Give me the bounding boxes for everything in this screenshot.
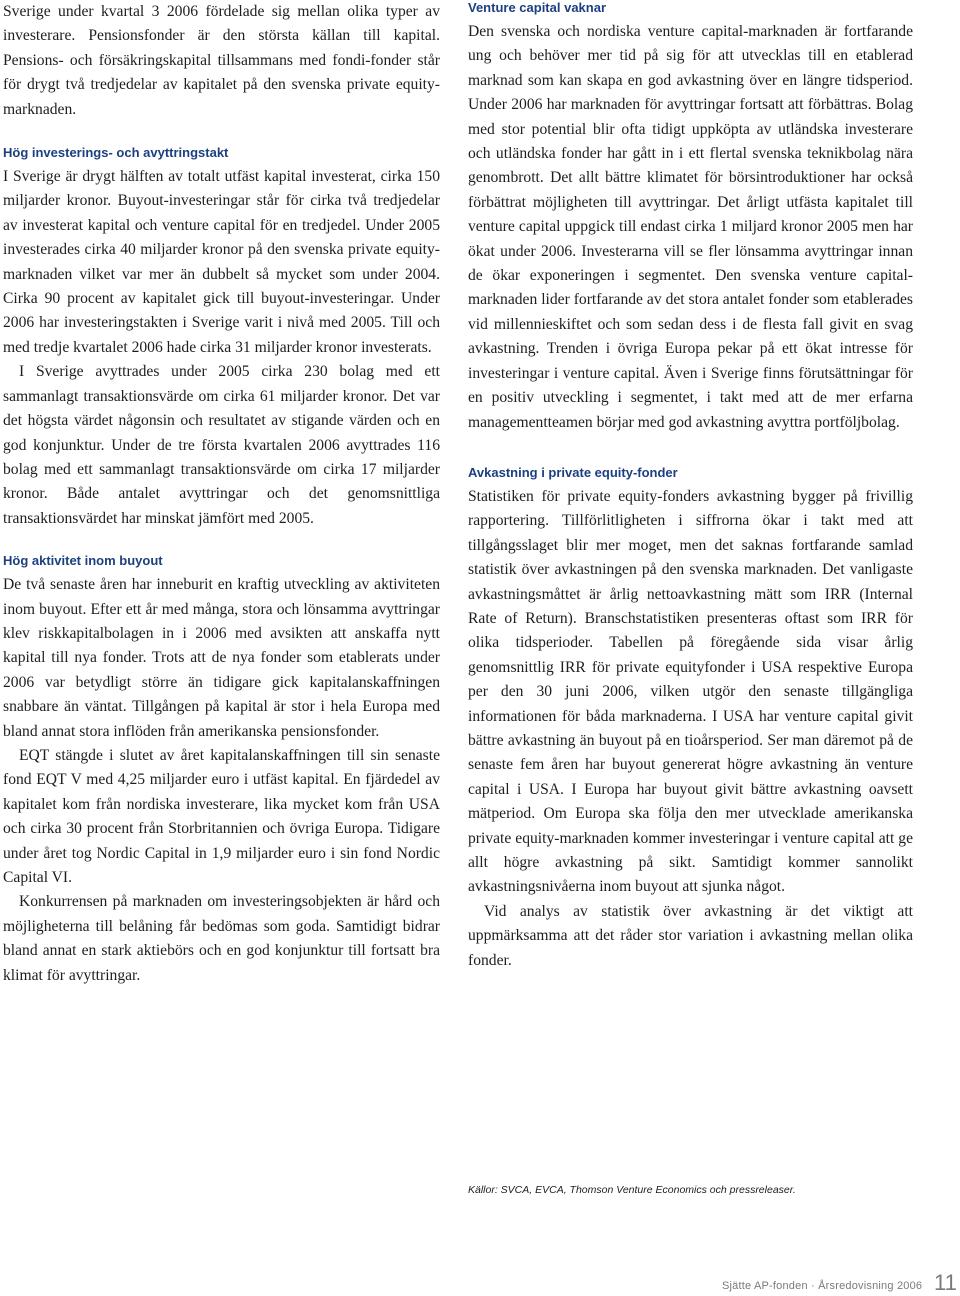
heading-venture-capital: Venture capital vaknar xyxy=(468,0,607,15)
left-paragraph-6: Konkurrensen på marknaden om investeringsobjekten är hård och möjligheterna till belåning får bedömas som goda. Samtidigt bidrar bland annat en stark aktiebörs och en god konjunktur till fortsatt bra klimat för avyttringar. xyxy=(3,893,440,984)
footer-publication: Sjätte AP-fonden · Årsredovisning 2006 xyxy=(722,1280,923,1292)
heading-investment-pace: Hög investerings- och avyttringstakt xyxy=(3,145,229,161)
left-column xyxy=(3,0,440,988)
left-paragraph-5: EQT stängde i slutet av året kapitalanskaffningen till sin senaste fond EQT V med 4,25 miljarder euro i utfäst kapital. En fjärdedel av kapitalet kom från nordiska investerare, lika mycket kom från USA och cirka 30 procent från Storbritannien och övriga Europa. Tidigare under året tog Nordic Capital in 1,9 miljarder euro i sin fond Nordic Capital VI. xyxy=(3,746,440,886)
right-column xyxy=(468,0,913,973)
source-note: Källor: SVCA, EVCA, Thomson Venture Economics och pressreleaser. xyxy=(468,1184,796,1196)
left-paragraph-2: I Sverige är drygt hälften av totalt utfäst kapital investerat, cirka 150 miljarder kronor. Buyout-investeringar står för cirka två tredjedelar av investerat kapital och venture capital för en tredjedel. Under 2005 investerades cirka 40 miljarder kronor på den svenska private equity-marknaden vilket var mer än dubbelt så mycket som under 2004. Cirka 90 procent av kapitalet gick till buyout-investeringar. Under 2006 har investeringstakten i Sverige varit i nivå med 2005. Till och med tredje kvartalet 2006 hade cirka 31 miljarder kronor investerats. xyxy=(3,168,440,356)
right-paragraph-2: Statistiken för private equity-fonders avkastning bygger på frivillig rapportering. Tillförlitligheten i siffrorna ökar i takt med att tillgångsslaget blir mer moget, men det saknas fortfarande samlad statistik över avkastningen på den svenska marknaden. Det vanligaste avkastningsmåttet är årlig nettoavkastning mätt som IRR (Internal Rate of Return). Branschstatistiken presenteras oftast som IRR för olika tidsperioder. Tabellen på föregående sida visar årlig genomsnittlig IRR för private equityfonder i USA respektive Europa per den 30 juni 2006, vilken utgör den senaste tillgängliga informationen för båda marknaderna. I USA har venture capital givit bättre avkastning än buyout på en tioårsperiod. Ser man däremot på de senaste fem åren har buyout genererat högre avkastning än venture capital i USA. I Europa har buyout givit bättre avkastning oavsett mätperiod. Om Europa ska följa den mer utvecklade amerikanska private equity-marknaden kommer investeringar i venture capital att ge allt högre avkastning på sikt. Samtidigt kommer sannolikt avkastningsnivåerna inom buyout att sjunka något. xyxy=(468,487,913,896)
left-paragraph-4: De två senaste åren har inneburit en kraftig utveckling av aktiviteten inom buyout. Efter ett år med många, stora och lönsamma avyttringar klev riskkapitalbolagen in i 2006 med avsikten att anskaffa nytt kapital till nya fonder. Trots att de nya fonder som etablerats under 2006 var betydligt större än tidigare gick kapitalanskaffningen snabbare än väntat. Tillgången på kapital är stor i hela Europa med bland annat stora inflöden från amerikanska pensionsfonder. xyxy=(3,576,440,740)
heading-returns: Avkastning i private equity-fonder xyxy=(468,464,678,480)
heading-buyout-activity: Hög aktivitet inom buyout xyxy=(3,553,163,569)
right-paragraph-3: Vid analys av statistik över avkastning är det viktigt att uppmärksamma att det råder stor variation i avkastning mellan olika fonder. xyxy=(468,902,913,969)
left-paragraph-3: I Sverige avyttrades under 2005 cirka 230 bolag med ett sammanlagt transaktionsvärde om cirka 61 miljarder kronor. Det var det högsta värdet någonsin och resultatet av stigande värden och en god konjunktur. Under de tre första kvartalen 2006 avyttrades 116 bolag med ett sammanlagt transaktionsvärde om cirka 17 miljarder kronor. Både antalet avyttringar och det genomsnittliga transaktionsvärdet har minskat jämfört med 2005. xyxy=(3,363,440,527)
right-paragraph-1: Den svenska och nordiska venture capital-marknaden är fortfarande ung och behöver mer tid på sig för att utvecklas till en etablerad marknad som kan skapa en god avkastning över en längre tidsperiod. Under 2006 har marknaden för avyttringar fortsatt att förbättras. Bolag med stor potential blir ofta tidigt uppköpta av utländska investerare och utländska fonder har gått in i ett flertal svenska teknikbolag nära genombrott. Det allt bättre klimatet för börsintroduktioner har också förbättrat möjligheten till avyttringar. Det årligt utfästa kapitalet till venture capital uppgick till endast cirka 1 miljard kronor 2005 men har ökat under 2006. Investerarna vill se fler lönsamma avyttringar innan de ökar exponeringen i segmentet. Den svenska venture capital-marknaden lider fortfarande av det stora antalet fonder som etablerades vid millennieskiftet och som sedan dess i de flesta fall givit en svag avkastning. Trenden i övriga Europa pekar på ett ökat intresse för investeringar i venture capital. Även i Sverige finns förutsättningar för en positiv utveckling i segmentet, i takt med att de mer erfarna managementteamen börjar med god avkastning avyttra portföljbolag. xyxy=(468,23,913,431)
page-number: 11 xyxy=(934,1270,957,1295)
left-paragraph-1: Sverige under kvartal 3 2006 fördelade sig mellan olika typer av investerare. Pensionsfonder är den största källan till kapital. Pensions- och försäkringskapital tillsammans med fondi-fonder står för drygt två tredjedelar av kapitalet på den svenska private equity-marknaden. xyxy=(3,3,440,118)
